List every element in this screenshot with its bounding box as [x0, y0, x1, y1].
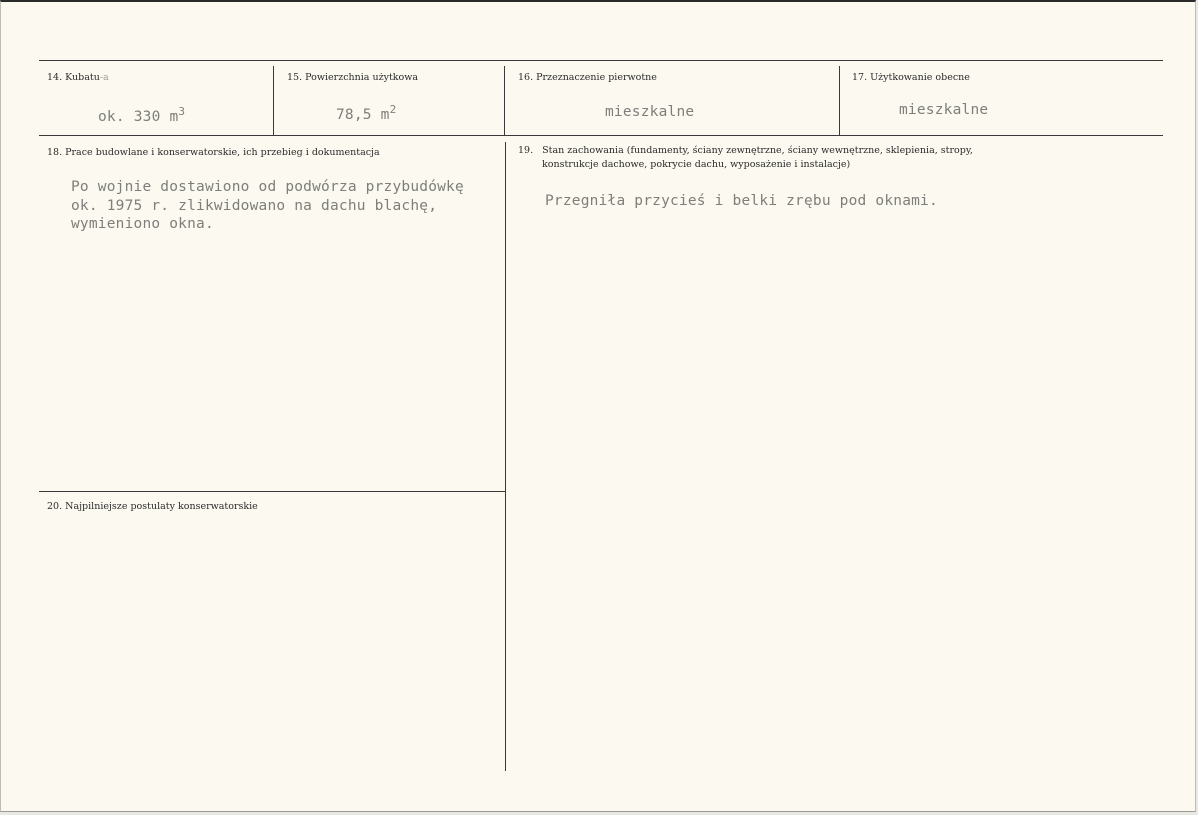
field-19-label-line-1: 19. Stan zachowania (fundamenty, ściany zewnętrzne, ściany wewnętrzne, sklepienia, stropy,: [518, 145, 973, 156]
field-14-value: ok. 330 $m^3$: [98, 105, 186, 125]
field-17-label: 17. Użytkowanie obecne: [852, 72, 970, 83]
field-20-label: 20. Najpilniejsze postulaty konserwatorskie: [47, 501, 258, 512]
field-15-value: 78,5 $m^2$: [336, 103, 397, 123]
field-16-label: 16. Przeznaczenie pierwotne: [518, 72, 657, 83]
field-19-label-line-2: konstrukcje dachowe, pokrycie dachu, wyposażenie i instalacje): [542, 159, 851, 170]
field-19-line-1: Przegniła przycieś i belki zrębu pod oknami.: [545, 193, 938, 209]
field-18-label: 18. Prace budowlane i konserwatorskie, ich przebieg i dokumentacja: [47, 147, 380, 158]
header-row-rule: [39, 135, 1163, 136]
field-15-label: 15. Powierzchnia użytkowa: [287, 72, 419, 83]
divider-15-16: [504, 66, 505, 136]
field-18-line-2: ok. 1975 r. zlikwidowano na dachu blachę,: [71, 198, 438, 214]
field-16-value: mieszkalne: [605, 104, 695, 120]
main-column-divider: [505, 142, 506, 771]
section-18-bottom-rule: [39, 491, 505, 492]
field-17-value: mieszkalne: [899, 102, 989, 118]
divider-14-15: [273, 66, 274, 136]
field-18-line-1: Po wojnie dostawiono od podwórza przybudówkę: [71, 179, 464, 195]
field-14-label: 14. Kubatu‐a: [47, 72, 109, 83]
field-18-line-3: wymieniono okna.: [71, 216, 214, 232]
top-rule: [39, 60, 1163, 61]
divider-16-17: [839, 66, 840, 136]
